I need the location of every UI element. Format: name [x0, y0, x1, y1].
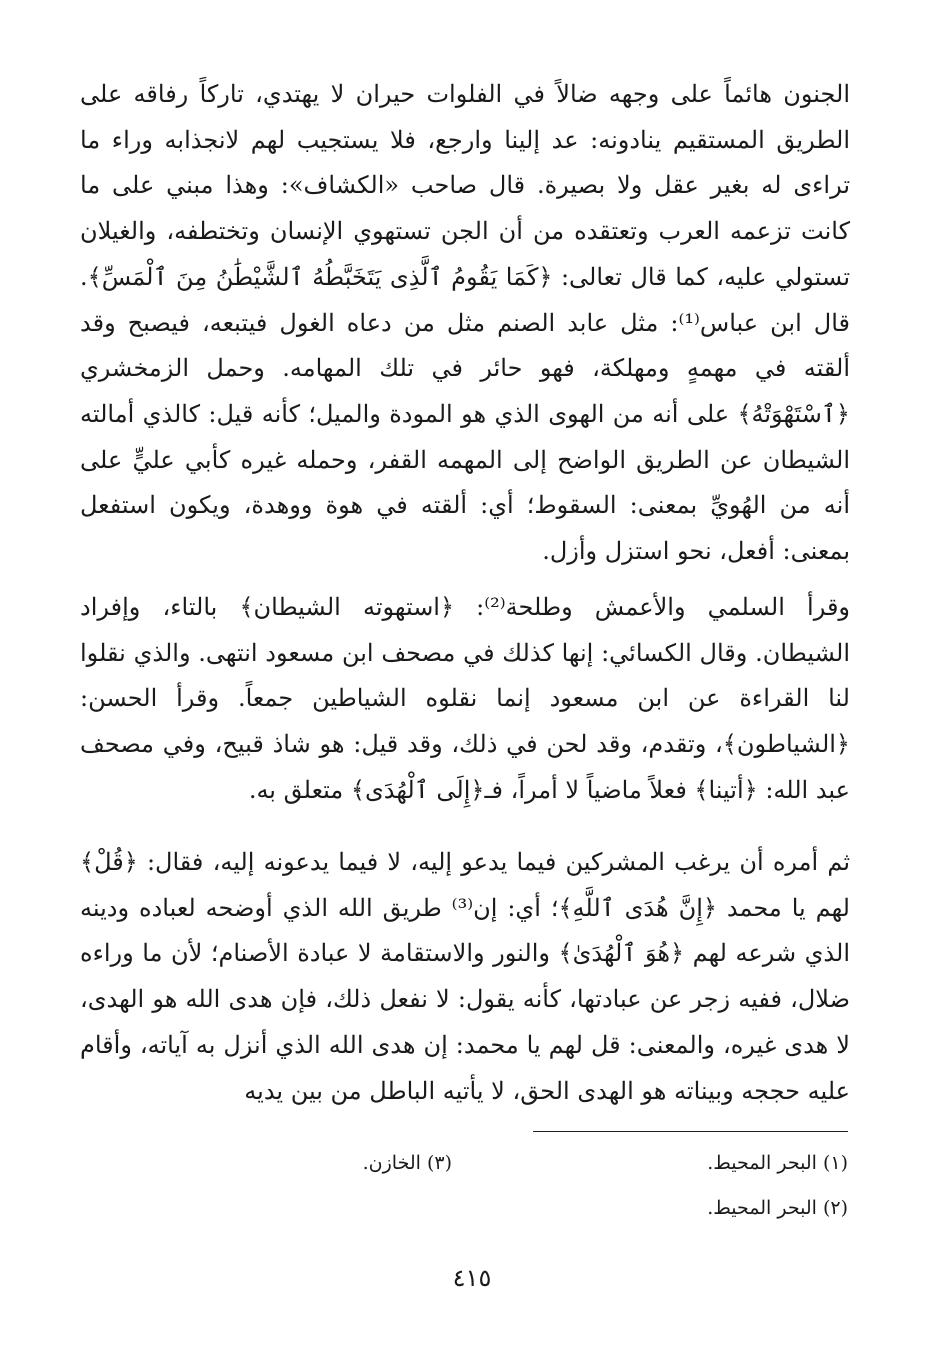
footnote-3: (٣) الخازن.	[362, 1152, 452, 1174]
footnote-1: (١) البحر المحيط.	[707, 1152, 848, 1174]
page-number: ٤١٥	[452, 1264, 492, 1292]
footnote-separator	[533, 1131, 848, 1132]
body-paragraph-2: وقرأ السلمي والأعمش وطلحة⁽²⁾: ﴿استهوته الشيطان﴾ بالتاء، وإفراد الشيطان. وقال الكسائي: إنها كذلك في مصحف ابن مسعود انتهى. والذي نقلوا لنا القراءة عن ابن مسعود إنما نقلوه الشياطين جمعاً. وقرأ الحسن: ﴿الشياطون﴾، وتقدم، وقد لحن في ذلك، وقد قيل: هو شاذ قبيح، وفي مصحف عبد الله: ﴿أتينا﴾ فعلاً ماضياً لا أمراً، فـ﴿إِلَى ٱلْهُدَى﴾ متعلق به.	[80, 593, 851, 804]
body-paragraph-3: ثم أمره أن يرغب المشركين فيما يدعو إليه، لا فيما يدعونه إليه، فقال: ﴿قُلْ﴾ لهم يا محمد ﴿إِنَّ هُدَى ٱللَّهِ﴾؛ أي: إن⁽³⁾ طريق الله الذي أوضحه لعباده ودينه الذي شرعه لهم ﴿هُوَ ٱلْهُدَىٰ﴾ والنور والاستقامة لا عبادة الأصنام؛ لأن ما وراءه ضلال، ففيه زجر عن عبادتها، كأنه يقول: لا نفعل ذلك، فإن هدى الله هو الهدى، لا هدى غيره، والمعنى: قل لهم يا محمد: إن هدى الله الذي أنزل به آياته، وأقام عليه حججه وبيناته هو الهدى الحق، لا يأتيه الباطل من بين يديه	[80, 848, 850, 1105]
body-paragraph-1: الجنون هائماً على وجهه ضالاً في الفلوات حيران لا يهتدي، تاركاً رفاقه على الطريق المستقيم ينادونه: عد إلينا وارجع، فلا يستجيب لهم لانجذابه وراء ما تراءى له بغير عقل ولا بصيرة. قال صاحب «الكشاف»: وهذا مبني على ما كانت تزعمه العرب وتعتقده من أن الجن تستهوي الإنسان وتختطفه، والغيلان تستولي عليه، كما قال تعالى: ﴿كَمَا يَقُومُ ٱلَّذِى يَتَخَبَّطُهُ ٱلشَّيْطَٰنُ مِنَ ٱلْمَسِّ﴾. قال ابن عباس⁽¹⁾: مثل عابد الصنم مثل من دعاه الغول فيتبعه، فيصبح وقد ألقته في مهمهٍ ومهلكة، فهو حائر في تلك المهامه. وحمل الزمخشري ﴿ٱسْتَهْوَتْهُ﴾ على أنه من الهوى الذي هو المودة والميل؛ كأنه قيل: كالذي أمالته الشيطان عن الطريق الواضح إلى المهمه القفر، وحمله غيره كأبي عليٍّ على أنه من الهُويِّ بمعنى: السقوط؛ أي: ألقته في هوة ووهدة، ويكون استفعل بمعنى: أفعل، نحو استزل وأزل.	[80, 80, 851, 566]
footnote-2: (٢) البحر المحيط.	[707, 1197, 848, 1219]
